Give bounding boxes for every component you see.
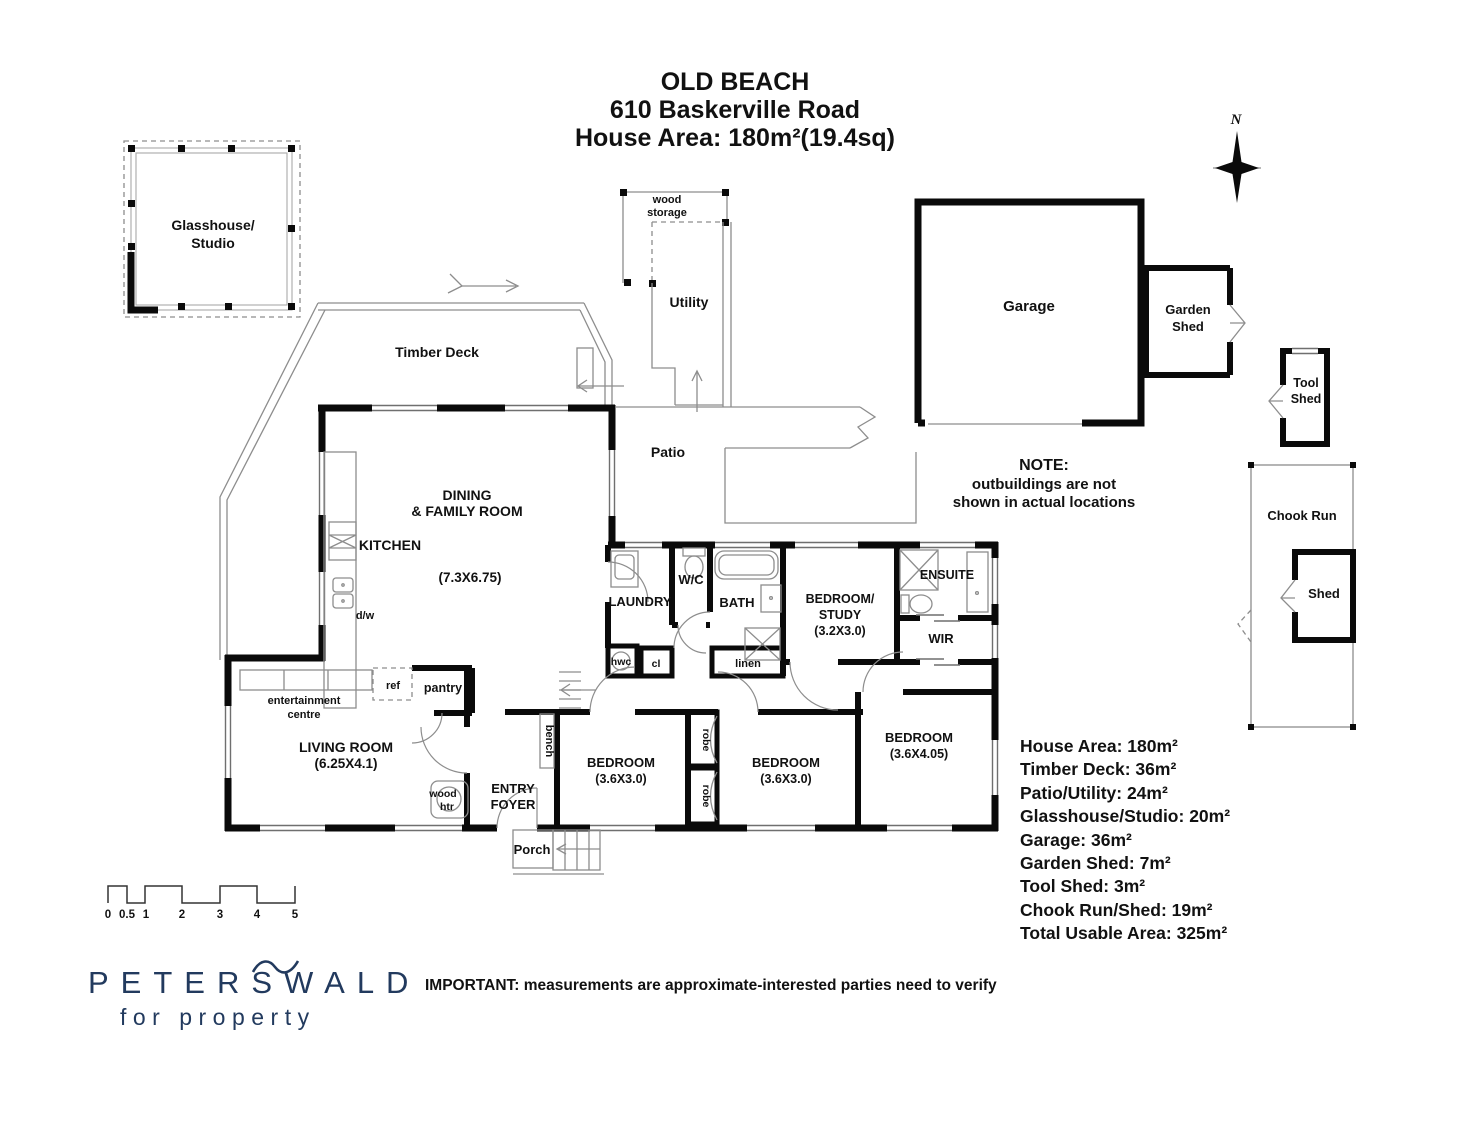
bed1-dims: (3.6X3.0) <box>595 772 647 786</box>
entry-label-1: ENTRY <box>491 781 535 796</box>
bath-label: BATH <box>719 595 755 610</box>
address-line: 610 Baskerville Road <box>609 96 861 124</box>
timber-deck-label: Timber Deck <box>395 344 479 360</box>
note-line-1: outbuildings are not <box>971 476 1117 493</box>
dining-dims: (7.3X6.75) <box>438 570 502 585</box>
note-line-2: shown in actual locations <box>952 494 1136 511</box>
area-item: Tool Shed: 3m² <box>1020 876 1146 896</box>
patio <box>616 407 916 523</box>
garden-shed-label-1: Garden <box>1165 302 1211 317</box>
bed3-label: BEDROOM <box>885 730 953 745</box>
glasshouse-label-2: Studio <box>191 235 235 251</box>
glasshouse-label-1: Glasshouse/ <box>171 217 255 233</box>
linen-label: linen <box>735 658 761 670</box>
scale-tick-label: 3 <box>216 909 224 921</box>
scale-tick-label: 1 <box>142 909 150 921</box>
entertainment-label-1: entertainment <box>267 695 341 707</box>
tool-shed-label-1: Tool <box>1293 376 1319 390</box>
brand-logo <box>88 961 420 1030</box>
bed-study-label-2: STUDY <box>818 608 862 622</box>
north-arrow <box>1213 112 1261 203</box>
scale-tick-label: 0.5 <box>119 909 135 921</box>
dining-label-2: & FAMILY ROOM <box>411 503 523 519</box>
living-dims: (6.25X4.1) <box>314 756 378 771</box>
wir-label: WIR <box>928 631 954 646</box>
kitchen-label: KITCHEN <box>358 537 422 553</box>
area-item: Total Usable Area: 325m² <box>1020 923 1228 943</box>
chook-run <box>1238 462 1356 730</box>
utility <box>652 222 731 412</box>
area-item: Chook Run/Shed: 19m² <box>1020 900 1213 920</box>
cl-label: cl <box>651 658 661 670</box>
glasshouse-studio <box>124 141 300 317</box>
area-item: Timber Deck: 36m² <box>1020 759 1177 779</box>
scale-tick-label: 0 <box>104 909 112 921</box>
area-item: Patio/Utility: 24m² <box>1020 783 1168 803</box>
bed-study-dims: (3.2X3.0) <box>814 624 866 638</box>
bed1-label: BEDROOM <box>587 755 655 770</box>
porch-label: Porch <box>513 842 551 857</box>
page-title: OLD BEACH <box>660 68 810 96</box>
ensuite-label: ENSUITE <box>919 568 975 582</box>
tool-shed-label-2: Shed <box>1290 392 1322 406</box>
timber-deck <box>220 274 624 660</box>
hwc-label: hwc <box>610 656 632 668</box>
disclaimer-text: IMPORTANT: measurements are approximate-interested parties need to verify <box>425 977 997 994</box>
note-block <box>953 457 1136 511</box>
scale-tick-label: 4 <box>253 909 261 921</box>
bed-study-label-1: BEDROOM/ <box>805 592 875 606</box>
patio-label: Patio <box>650 444 686 460</box>
wood-htr-label-1: wood <box>429 788 457 800</box>
area-item: Glasshouse/Studio: 20m² <box>1020 806 1231 826</box>
bed2-label: BEDROOM <box>752 755 820 770</box>
robe2-label: robe <box>700 784 712 808</box>
ref-label: ref <box>385 680 401 692</box>
garage <box>918 202 1141 424</box>
robe1-label: robe <box>700 728 712 752</box>
scale-bar <box>105 886 299 921</box>
wood-storage-label-2: storage <box>647 207 687 219</box>
area-item: Garage: 36m² <box>1020 830 1132 850</box>
pantry-label: pantry <box>423 681 463 695</box>
garage-label: Garage <box>1003 298 1055 315</box>
wood-storage-label-1: wood <box>652 194 682 206</box>
scale-tick-label: 5 <box>291 909 299 921</box>
bed2-dims: (3.6X3.0) <box>760 772 812 786</box>
logo-wordmark: PETERSWALD <box>88 965 421 1000</box>
room-labels <box>268 487 974 813</box>
wood-storage <box>620 189 729 287</box>
dining-label-1: DINING <box>442 487 492 503</box>
area-item: House Area: 180m² <box>1020 736 1178 756</box>
garden-shed <box>1146 268 1245 375</box>
porch <box>513 830 604 874</box>
garden-shed-label-2: Shed <box>1172 319 1204 334</box>
title-block <box>575 68 895 152</box>
north-label: N <box>1230 112 1242 128</box>
wood-htr-label-2: htr <box>440 801 454 813</box>
scale-tick-label: 2 <box>178 909 186 921</box>
entry-label-2: FOYER <box>490 797 536 812</box>
wc-label: W/C <box>678 572 704 587</box>
house-area-line: House Area: 180m²(19.4sq) <box>574 124 896 152</box>
bed3-dims: (3.6X4.05) <box>889 747 949 761</box>
dw-label: d/w <box>355 610 375 622</box>
entertainment-label-2: centre <box>287 709 321 721</box>
chook-run-label: Chook Run <box>1267 508 1337 523</box>
logo-tagline: for property <box>120 1004 316 1030</box>
tool-shed <box>1269 349 1327 445</box>
laundry-label: LAUNDRY <box>608 594 672 609</box>
areas-list <box>1020 736 1230 943</box>
area-item: Garden Shed: 7m² <box>1020 853 1171 873</box>
utility-label: Utility <box>669 294 709 310</box>
bench-label: bench <box>543 724 555 758</box>
note-heading: NOTE: <box>1019 457 1069 474</box>
chook-shed-label: Shed <box>1308 586 1340 601</box>
living-label: LIVING ROOM <box>298 739 394 755</box>
